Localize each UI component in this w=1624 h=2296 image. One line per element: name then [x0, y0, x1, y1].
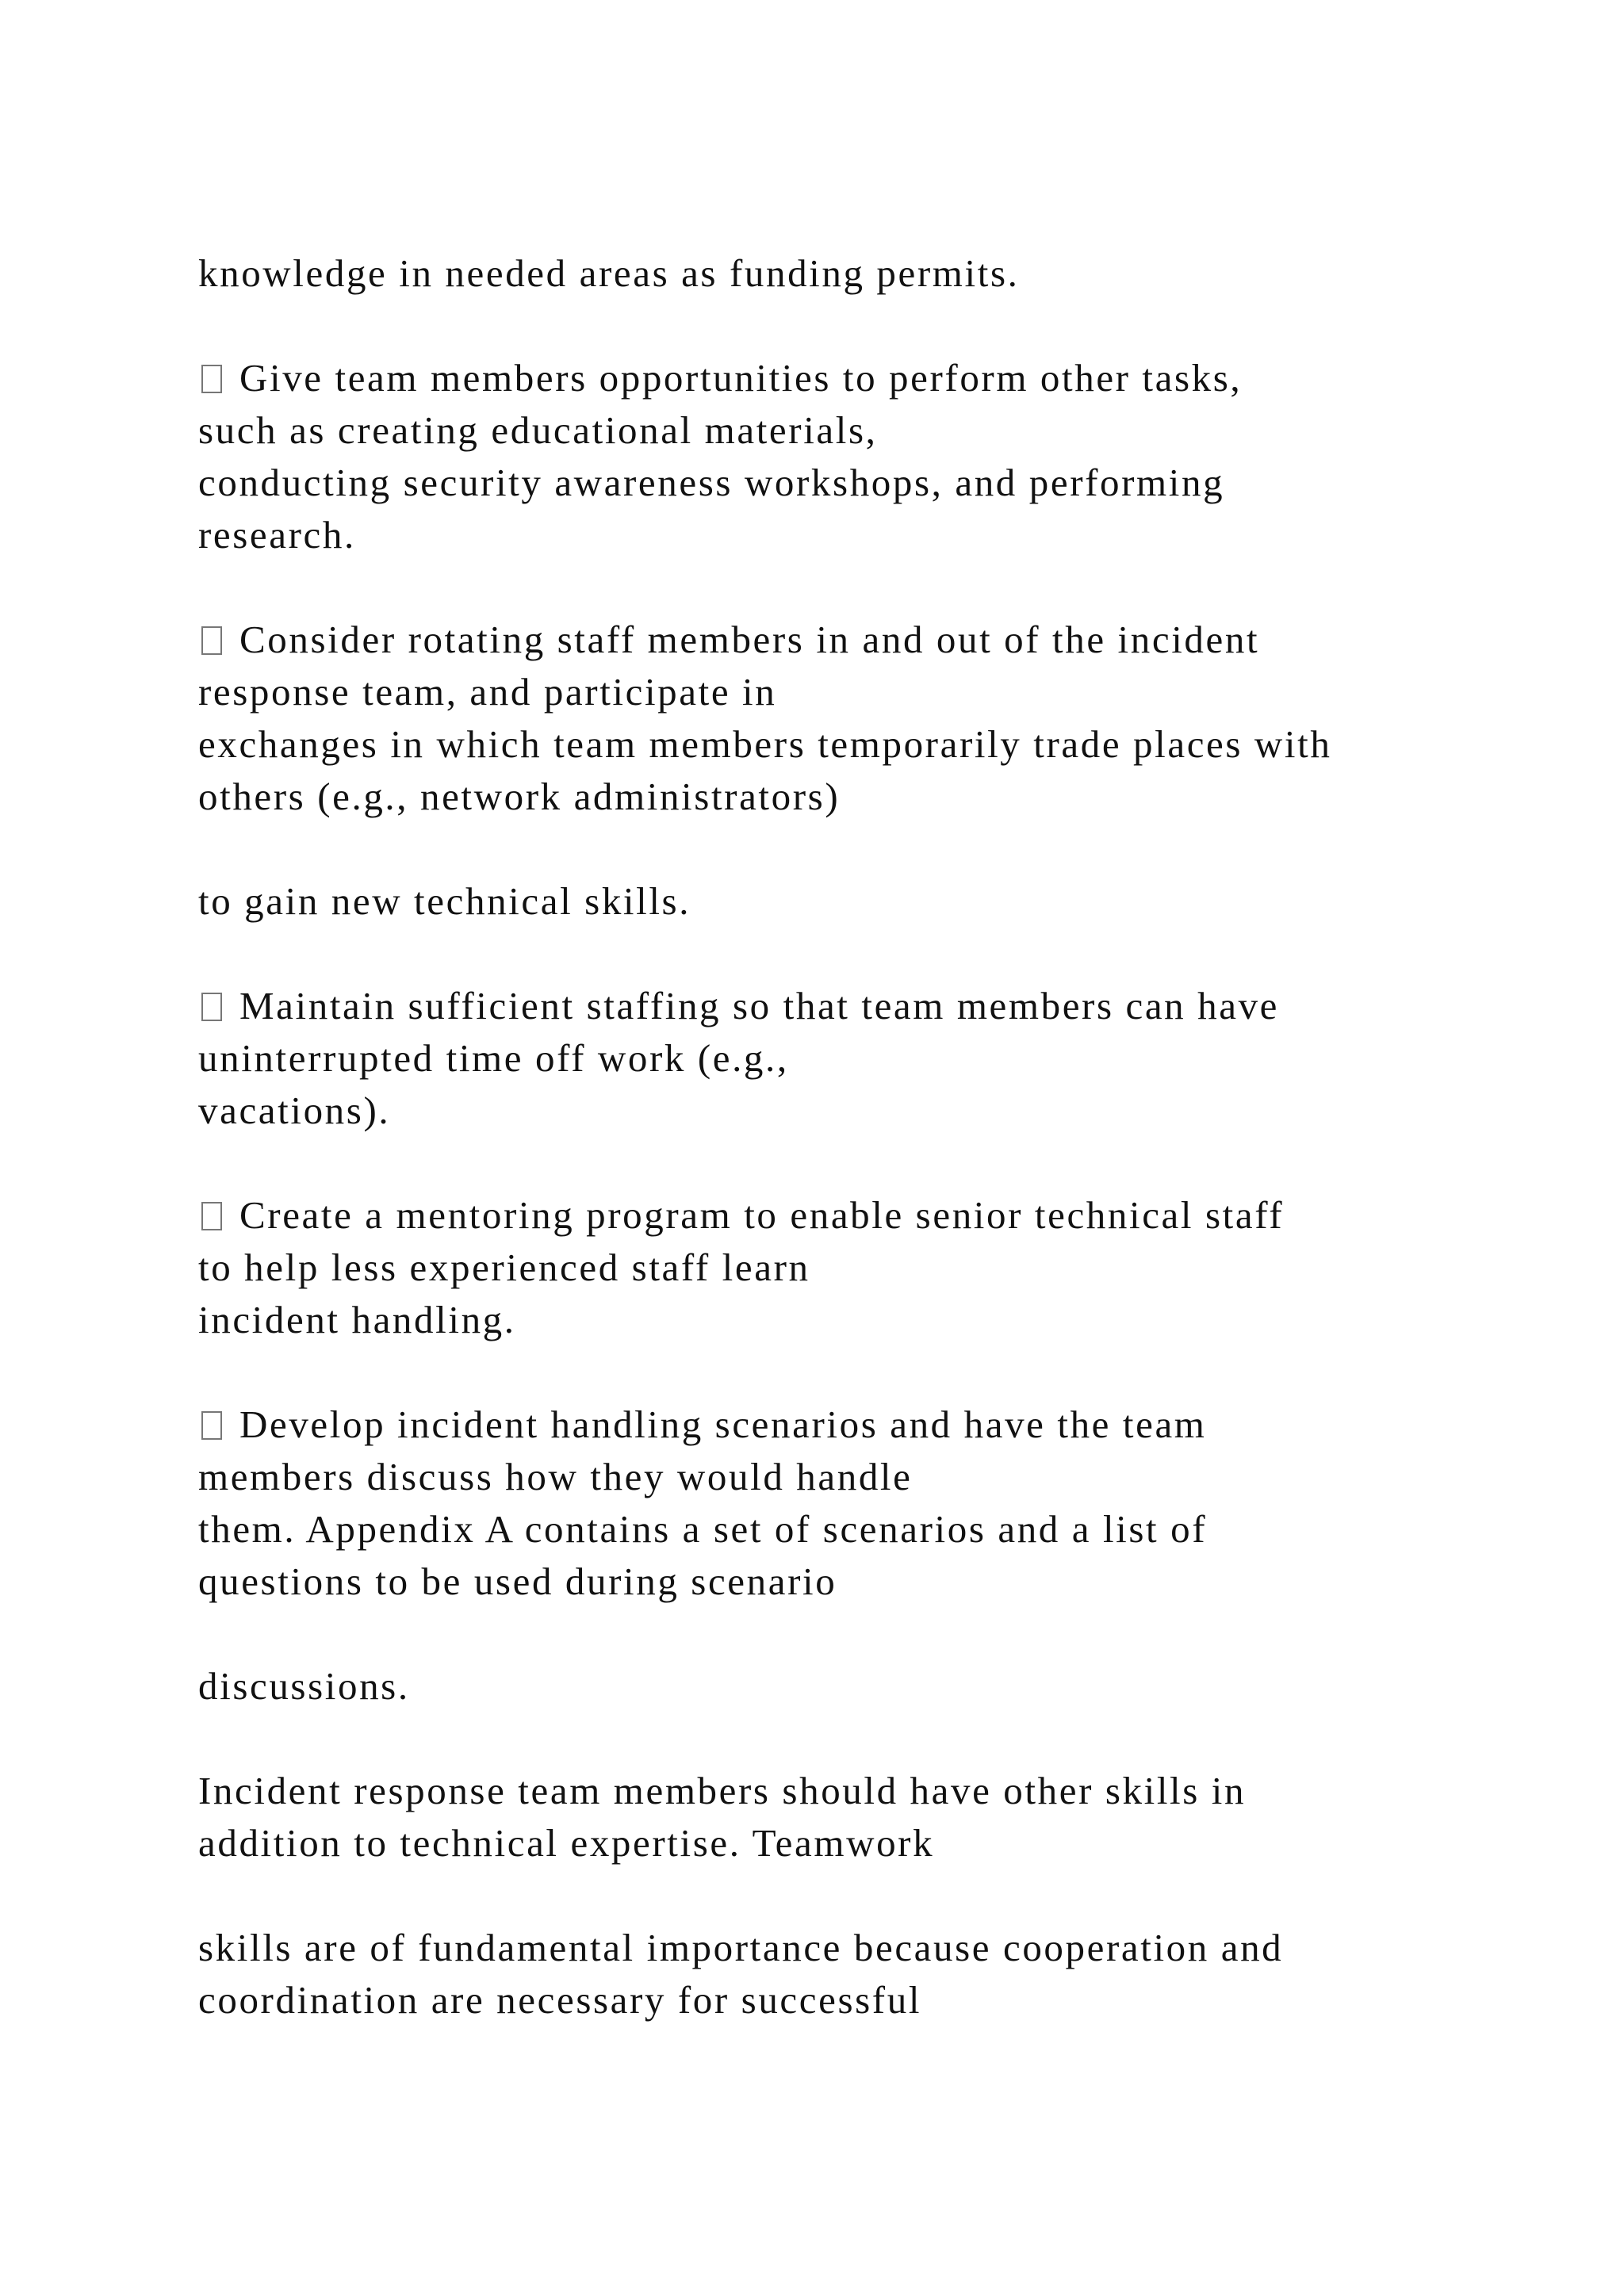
text-line — [198, 1974, 1546, 2026]
bullet-paragraph — [198, 1189, 1546, 1346]
text-line-content: to gain new technical skills. — [198, 879, 691, 923]
text-line-content: exchanges in which team members temporarily trade places with — [198, 722, 1332, 766]
text-line — [198, 1817, 1546, 1869]
text-line-content: discussions. — [198, 1664, 410, 1708]
text-line-content: Create a mentoring program to enable senior technical staff — [239, 1193, 1285, 1237]
text-line-content: conducting security awareness workshops, and performing — [198, 461, 1225, 504]
text-line — [198, 1242, 1546, 1294]
paragraph-gap — [198, 1346, 1546, 1399]
text-line-content: Give team members opportunities to perform other tasks, — [239, 356, 1243, 400]
paragraph — [198, 1660, 1546, 1712]
bullet-box-icon — [201, 993, 222, 1021]
text-line — [198, 247, 1546, 300]
bullet-paragraph — [198, 1399, 1546, 1608]
paragraph — [198, 247, 1546, 300]
text-line — [198, 352, 1546, 404]
text-line-content: Maintain sufficient staffing so that team members can have — [239, 984, 1280, 1027]
text-line-content: vacations). — [198, 1089, 391, 1132]
bullet-box-icon — [201, 626, 222, 655]
text-line-content: incident handling. — [198, 1298, 516, 1341]
paragraph — [198, 1922, 1546, 2026]
paragraph-gap — [198, 300, 1546, 352]
paragraph-gap — [198, 1712, 1546, 1765]
text-line — [198, 1399, 1546, 1451]
text-line-content: Incident response team members should have other skills in — [198, 1769, 1247, 1812]
paragraph-gap — [198, 1137, 1546, 1189]
text-line-content: members discuss how they would handle — [198, 1455, 913, 1498]
text-line-content: others (e.g., network administrators) — [198, 775, 841, 818]
paragraph-gap — [198, 561, 1546, 614]
text-line — [198, 1085, 1546, 1137]
bullet-paragraph — [198, 614, 1546, 823]
text-line-content: addition to technical expertise. Teamwork — [198, 1821, 935, 1865]
text-line — [198, 1556, 1546, 1608]
paragraph — [198, 1765, 1546, 1869]
document-body — [198, 247, 1546, 2026]
text-line — [198, 771, 1546, 823]
paragraph — [198, 875, 1546, 928]
text-line-content: uninterrupted time off work (e.g., — [198, 1036, 789, 1080]
text-line-content: response team, and participate in — [198, 670, 777, 714]
paragraph-gap — [198, 823, 1546, 875]
text-line-content: skills are of fundamental importance because cooperation and — [198, 1926, 1284, 1969]
paragraph-gap — [198, 1869, 1546, 1922]
text-line — [198, 1032, 1546, 1085]
text-line — [198, 1765, 1546, 1817]
text-line-content: to help less experienced staff learn — [198, 1246, 810, 1289]
text-line — [198, 718, 1546, 771]
bullet-box-icon — [201, 365, 222, 393]
text-line — [198, 1503, 1546, 1556]
text-line-content: questions to be used during scenario — [198, 1559, 837, 1603]
text-line-content: knowledge in needed areas as funding permits. — [198, 251, 1020, 295]
text-line — [198, 1922, 1546, 1974]
text-line-content: research. — [198, 513, 356, 557]
paragraph-gap — [198, 928, 1546, 980]
text-line — [198, 509, 1546, 561]
text-line — [198, 404, 1546, 457]
bullet-paragraph — [198, 980, 1546, 1137]
text-line — [198, 1451, 1546, 1503]
text-line — [198, 457, 1546, 509]
text-line — [198, 614, 1546, 666]
bullet-box-icon — [201, 1411, 222, 1440]
bullet-paragraph — [198, 352, 1546, 561]
text-line — [198, 1660, 1546, 1712]
text-line-content: Consider rotating staff members in and out of the incident — [239, 618, 1260, 661]
bullet-box-icon — [201, 1202, 222, 1230]
text-line — [198, 875, 1546, 928]
text-line — [198, 980, 1546, 1032]
text-line — [198, 1294, 1546, 1346]
text-line-content: them. Appendix A contains a set of scenarios and a list of — [198, 1507, 1208, 1551]
text-line-content: such as creating educational materials, — [198, 408, 878, 452]
text-line-content: coordination are necessary for successful — [198, 1978, 922, 2022]
text-line — [198, 666, 1546, 718]
text-line-content: Develop incident handling scenarios and have the team — [239, 1402, 1207, 1446]
paragraph-gap — [198, 1608, 1546, 1660]
text-line — [198, 1189, 1546, 1242]
